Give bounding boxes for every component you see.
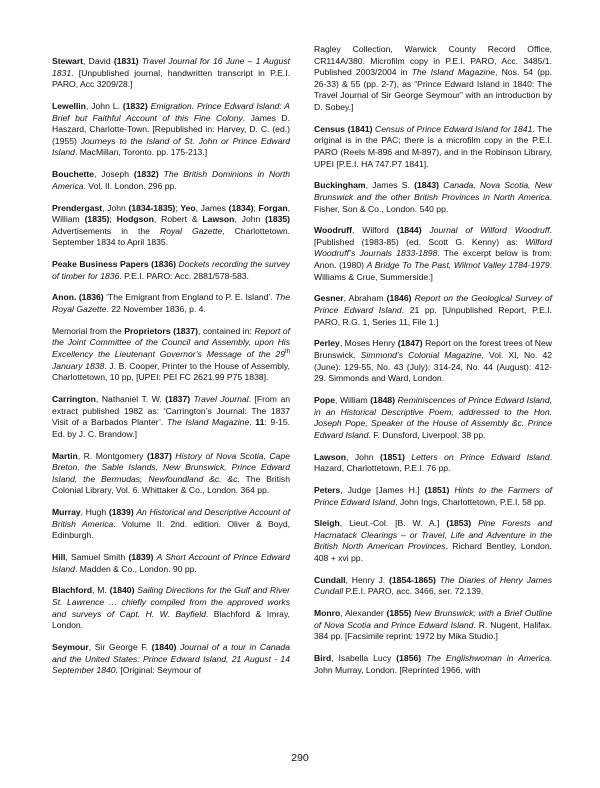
- entry-text-run: Lawson: [202, 214, 235, 225]
- bibliography-entry: [52, 585, 290, 631]
- bibliography-entry: [52, 451, 290, 497]
- entry-text-run: A Short Account of Prince Edward Island: [52, 552, 290, 574]
- entry-text-run: (1836): [78, 292, 104, 303]
- entry-text-run: Wilford Woodruff’s Journals 1833-1898: [314, 236, 552, 259]
- entry-text-run: Hints to the Farmers of Prince Edward Island: [314, 484, 552, 507]
- entry-text-run: Lawson: [314, 451, 346, 462]
- entry-text-run: The Diaries of Henry James Cundall: [314, 574, 552, 597]
- entry-text-run: , John L.: [85, 100, 123, 111]
- entry-text-run: , John: [346, 451, 381, 462]
- entry-text-run: Memorial from the: [52, 325, 125, 336]
- entry-text-run: Yeo: [180, 202, 196, 213]
- entry-text-run: , Isabella Lucy: [331, 653, 397, 664]
- entry-text-run: The Island Magazine: [166, 417, 250, 428]
- entry-text-run: . [Unpublished journal, handwritten transcript in P.E.I. PARO, Acc 3209/28.]: [52, 67, 290, 90]
- entry-text-run: (1855): [386, 608, 412, 619]
- bibliography-entry: [314, 180, 552, 215]
- entry-text-run: , Henry J.: [345, 574, 390, 585]
- entry-text-run: The British Colonial Library, Vol. 6. Whittaker & Co., London. 364 pp.: [52, 473, 290, 496]
- entry-text-run: . Madden & Co., London. 90 pp.: [74, 563, 197, 574]
- entry-text-run: Carrington: [52, 393, 96, 404]
- entry-text-run: Report of the Joint Committee of the Council and Assembly, upon His Excellency the Lieutenant Governor’s Message of the 29: [52, 325, 291, 359]
- entry-text-run: : 9-15. Ed. by J. C. Brandow.]: [52, 417, 291, 439]
- entry-text-run: (1832): [122, 100, 148, 111]
- bibliography-entry: [314, 452, 552, 475]
- entry-text-run: , Alexander: [340, 608, 387, 619]
- entry-text-run: , John: [102, 202, 129, 213]
- entry-text-run: . Fisher, Son & Co., London. 540 pp.: [314, 191, 552, 214]
- entry-text-run: (1834): [228, 202, 254, 213]
- entry-text-run: , William: [335, 394, 371, 405]
- entry-text-run: The Island Magazine: [411, 67, 496, 78]
- entry-text-run: . [Original: Seymour of: [115, 665, 202, 676]
- entry-text-run: . F. Dunsford, Liverpool. 38 pp.: [368, 429, 486, 440]
- entry-text-run: Forgan: [258, 202, 288, 213]
- entry-text-run: Ragley Collection, Warwick County Record Office, CR114A/380. Microfilm copy in P.E.I. PARO, Acc. 3485/1. Published 2003/2004 in: [314, 44, 552, 78]
- bibliography-entry: [314, 395, 552, 441]
- entry-text-run: Anon.: [52, 292, 77, 303]
- bibliography-entry: [52, 101, 290, 159]
- entry-text-run: , M.: [92, 585, 110, 596]
- entry-text-run: , Lieut.-Col. [B. W. A.]: [339, 518, 447, 529]
- bibliography-entry: [52, 507, 290, 542]
- entry-text-run: . Williams & Crue, Summerside.]: [314, 260, 553, 282]
- entry-text-run: (1853): [446, 518, 472, 529]
- entry-text-run: Report on the Geological Survey of Prince Edward Island: [314, 293, 552, 316]
- entry-text-run: Reminiscences of Prince Edward Island, in an Historical Descriptive Poem, addressed to the Hon. Joseph Pope, Speaker of the House of Assembly &c. Prince Edward Island: [314, 394, 552, 440]
- entry-text-run: Lewellin: [52, 100, 86, 111]
- entry-text-run: , R. Montgomery: [77, 450, 147, 461]
- entry-text-run: Murray: [52, 507, 81, 518]
- bibliography-entry: [314, 653, 552, 676]
- entry-text-run: . [From an extract published 1982 as: ‘Carrington’s Journal: The 1837 Visit of a Barbados Planter’.: [52, 393, 290, 428]
- entry-text-run: Journal of a tour in Canada and the United States: Prince Edward Island, 21 August - 14 September 1840: [52, 642, 290, 676]
- entry-text-run: , Wilford: [352, 225, 397, 236]
- bibliography-entry: [314, 293, 552, 328]
- entry-text-run: (1840): [109, 585, 135, 596]
- entry-text-run: . J. B. Cooper, Printer to the House of Assembly, Charlottetown, 10 pp, [UPEI: PEI FC 2621.99 P75 1838].: [52, 360, 290, 383]
- entry-text-run: ‘The Emigrant from England to P. E. Island’.: [103, 292, 276, 303]
- bibliography-entry: [52, 642, 290, 677]
- entry-text-run: A Bridge To The Past, Wilmot Valley 1784-1979: [366, 260, 550, 271]
- entry-text-run: (1851): [424, 484, 450, 495]
- entry-text-run: , Charlottetown. September 1834 to April 1835.: [52, 225, 290, 248]
- bibliography-entry: [52, 169, 290, 192]
- entry-text-run: (1831): [113, 56, 139, 66]
- entry-text-run: Proprietors: [124, 325, 171, 336]
- entry-text-run: Canada, Nova Scotia, New Brunswick and the other British Provinces in North America: [314, 180, 552, 202]
- entry-text-run: History of Nova Scotia, Cape Breton, the Sable Islands, New Brunswick, Prince Edward Island, the Bermudas, Newfoundland &c. &c.: [52, 450, 290, 484]
- entry-text-run: (1839): [108, 507, 134, 518]
- entry-text-run: , contained in:: [197, 325, 255, 336]
- entry-text-run: (1844): [396, 225, 422, 236]
- bibliography-entry: [314, 575, 552, 598]
- entry-text-run: Peters: [314, 484, 341, 495]
- entry-text-run: The Englishwoman in America: [426, 653, 550, 664]
- entry-text-run: ;: [109, 214, 117, 225]
- entry-text-run: th: [284, 349, 290, 356]
- bibliography-entry: [52, 203, 290, 249]
- entry-text-run: . [Published (1983-85) (ed. Scott G. Kenny) as:: [314, 225, 553, 247]
- entry-text-run: . John Ings, Charlottetown, P.E.I. 58 pp.: [395, 496, 547, 507]
- entry-text-run: Hodgson: [116, 214, 154, 225]
- entry-text-run: (1847): [397, 338, 423, 349]
- entry-text-run: , Hugh: [80, 507, 109, 518]
- bibliography-entry: [314, 608, 552, 643]
- entry-text-run: , Nathaniel T. W.: [95, 393, 166, 404]
- bibliography-entry: [314, 124, 552, 170]
- entry-text-run: , Moses Henry: [339, 338, 398, 349]
- entry-text-run: New Brunswick; with a Brief Outline of Nova Scotia and Prince Edward Island: [314, 608, 553, 630]
- entry-text-run: Woodruff: [314, 225, 353, 236]
- entry-text-run: Pine Forests and Hacmatack Clearings – or Travel, Life and Adventure in the British North American Provinces: [314, 518, 553, 552]
- entry-text-run: (1848): [370, 394, 396, 405]
- entry-text-run: Emigration. Prince Edward Island: A Brief but Faithful Account of this Fine Colony: [52, 100, 290, 123]
- entry-text-run: . John Murray, London. [Reprinted 1966, with: [314, 653, 553, 675]
- entry-text-run: The Royal Gazette: [52, 292, 290, 315]
- entry-text-run: Bird: [314, 653, 332, 664]
- entry-text-run: Journeys to the Island of St. John or Prince Edward Island: [52, 135, 291, 158]
- entry-text-run: .: [249, 417, 256, 428]
- entry-text-run: Report on the forest trees of New Brunswick.: [314, 338, 552, 360]
- entry-text-run: (1854-1865): [389, 574, 436, 585]
- entry-text-run: , Sir George F.: [88, 642, 152, 652]
- entry-text-run: Letters on Prince Edward Island: [411, 451, 550, 462]
- entry-text-run: Perley: [314, 338, 340, 349]
- bibliography-column-left: [52, 56, 290, 687]
- bibliography-column-right: [314, 44, 552, 687]
- entry-text-run: January 1838: [52, 360, 105, 371]
- entry-text-run: Sleigh: [314, 518, 340, 529]
- entry-text-run: . The original is in the PAC; there is a microfilm copy in the P.E.I. PARO (Reels M-896 and M-897), and in the Robinson Library, UPEI [P.E.I. HA 747.P7 1841].: [314, 123, 552, 169]
- entry-text-run: (1837): [146, 450, 172, 461]
- entry-text-run: Blachford: [52, 585, 93, 596]
- bibliography-entry: [52, 394, 290, 440]
- entry-text-run: Journal of Wilford Woodruff: [429, 225, 550, 236]
- entry-text-run: Seymour: [52, 642, 89, 652]
- entry-text-run: . Hazard, Charlottetown, P.E.I. 76 pp.: [314, 451, 552, 474]
- entry-text-run: . 21 pp. [Unpublished Report, P.E.I. PARO, R.G. 1, Series 11, File 1.]: [314, 305, 552, 327]
- entry-text-run: . MacMillan, Toronto. pp. 175-213.]: [74, 147, 208, 158]
- entry-text-run: . P.E.I. PARO: Acc. 2881/578-583.: [119, 270, 249, 281]
- entry-text-run: (1841): [347, 123, 373, 134]
- entry-text-run: Travel Journal: [193, 393, 249, 404]
- entry-text-run: , Joseph: [94, 169, 134, 180]
- page-number: 290: [291, 752, 309, 764]
- entry-text-run: (1856): [396, 653, 422, 664]
- entry-text-run: (1837): [165, 393, 191, 404]
- entry-text-run: , William: [52, 202, 290, 225]
- entry-text-run: ;: [175, 202, 181, 213]
- entry-text-run: Simmond’s Colonial Magazine: [360, 350, 482, 360]
- bibliography-entry: [314, 485, 552, 508]
- bibliography-entry: [52, 259, 290, 282]
- entry-text-run: , Abraham: [343, 293, 387, 304]
- entry-text-run: , James: [195, 202, 229, 213]
- entry-text-run: (1851): [380, 451, 405, 462]
- entry-text-run: (1837): [173, 325, 198, 336]
- bibliography-entry: [52, 292, 290, 315]
- entry-text-run: An Historical and Descriptive Account of British America: [52, 507, 291, 529]
- bibliography-entry: [314, 338, 552, 384]
- entry-text-run: P.E.I. PARO, acc. 3466, ser. 72.139.: [343, 586, 484, 597]
- entry-text-run: , James S.: [365, 180, 415, 191]
- entry-text-run: , David: [83, 56, 114, 66]
- entry-text-run: Advertisements in the: [52, 225, 161, 236]
- bibliography-entry: [52, 552, 290, 575]
- entry-text-run: . R. Nugent, Halifax. 384 pp. [Facsimile reprint: 1972 by Mika Studio.]: [314, 619, 552, 642]
- entry-text-run: Pope: [314, 394, 336, 405]
- entry-text-run: Census of Prince Edward Island for 1841: [375, 123, 533, 134]
- entry-text-run: . Richard Bentley, London. 408 + xvi pp.: [314, 541, 552, 564]
- bibliography-entry: [314, 518, 552, 564]
- entry-text-run: Sailing Directions for the Gulf and River St. Lawrence … chiefly compiled from the approved works and surveys of Capt. H. W. Bayfield: [52, 585, 290, 619]
- bibliography-entry: [314, 44, 552, 114]
- entry-text-run: (1834-1835): [128, 202, 176, 213]
- entry-text-run: Stewart: [52, 56, 84, 66]
- entry-text-run: Hill: [52, 552, 66, 563]
- entry-text-run: Buckingham: [314, 180, 366, 191]
- bibliography-entry: [314, 225, 552, 283]
- entry-text-run: (1835): [84, 214, 110, 225]
- entry-text-run: (1835): [265, 214, 291, 225]
- entry-text-run: , John: [234, 214, 266, 225]
- entry-text-run: , Nos. 54 (pp. 26-33) & 55 (pp. 2-7), as “Prince Edward Island in 1840: The Travel Journal of Sir George Seymour” with an introduction by D. Sobey.]: [314, 67, 552, 112]
- entry-text-run: Martin: [52, 450, 78, 461]
- entry-text-run: (1832): [133, 169, 159, 180]
- entry-text-run: (1840): [151, 642, 177, 652]
- entry-text-run: . James D. Haszard, Charlotte-Town. [Republished in: Harvey, D. C. (ed.) (1955): [52, 112, 290, 146]
- entry-text-run: Bouchette: [52, 169, 95, 180]
- entry-text-run: ;: [253, 202, 259, 213]
- bibliography-entry: [52, 326, 290, 384]
- entry-text-run: (1843): [414, 180, 439, 191]
- entry-text-run: , Samuel Smith: [65, 552, 129, 563]
- bibliography-entry: [52, 56, 290, 91]
- entry-text-run: (1846): [386, 293, 412, 304]
- entry-text-run: Gesner: [314, 293, 344, 304]
- entry-text-run: . Volume II. 2nd. edition. Oliver & Boyd, Edinburgh.: [52, 518, 290, 541]
- entry-text-run: (1836): [151, 259, 176, 270]
- entry-text-run: Peake Business Papers: [52, 259, 149, 270]
- entry-text-run: . The excerpt below is from: Anon. (1980): [314, 248, 552, 271]
- entry-text-run: . 22 November 1836, p. 4.: [106, 304, 206, 315]
- entry-text-run: . Blachford & Imray, London.: [52, 608, 290, 631]
- entry-text-run: , Robert &: [153, 214, 203, 225]
- entry-text-run: Census: [314, 123, 346, 134]
- entry-text-run: Royal Gazette: [160, 225, 223, 236]
- entry-text-run: 11: [255, 417, 265, 428]
- entry-text-run: The British Dominions in North America: [52, 169, 291, 191]
- entry-text-run: Monro: [314, 608, 341, 619]
- entry-text-run: Prendergast: [52, 202, 103, 213]
- entry-text-run: Travel Journal for 16 June – 1 August 1831: [52, 56, 290, 78]
- entry-text-run: Cundall: [314, 574, 346, 585]
- entry-text-run: . Vol. II. London. 296 pp.: [83, 180, 177, 191]
- entry-text-run: (1839): [128, 552, 154, 563]
- entry-text-run: Dockets recording the survey of timber for 1836: [52, 259, 291, 281]
- entry-text-run: , Vol. XI, No. 42 (June): 129-55, No. 43 (July): 314-24, No. 44 (August): 412-29. Simmonds and Ward, London.: [314, 350, 552, 384]
- entry-text-run: , Judge [James H.]: [340, 484, 425, 495]
